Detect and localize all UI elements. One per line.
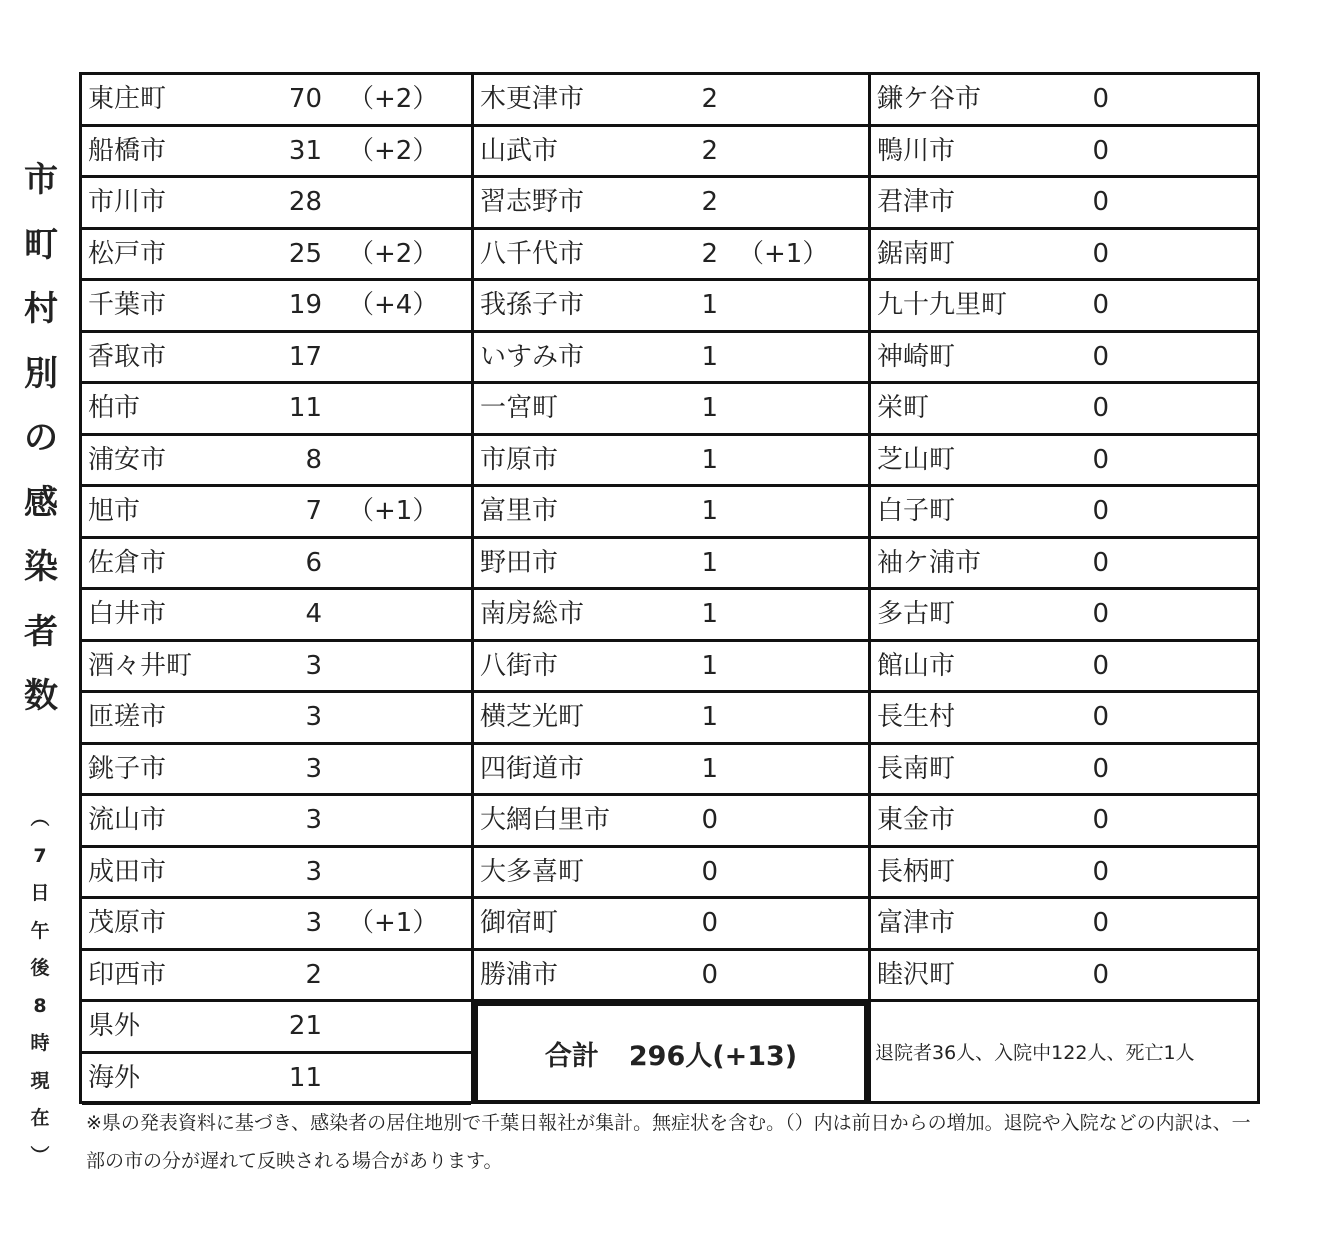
- note-char: 7: [33, 844, 47, 867]
- title-char: 者: [24, 611, 58, 652]
- municipality-name: 山武市: [480, 135, 559, 166]
- note-char: 午: [30, 919, 50, 942]
- title-char: 町: [24, 224, 58, 265]
- vertical-title: [14, 148, 68, 729]
- municipality-name: 東金市: [877, 805, 956, 835]
- case-count: 7: [305, 496, 322, 526]
- case-count: 1: [701, 650, 718, 681]
- municipality-name: 酒々井町: [88, 650, 193, 681]
- case-count: 1: [701, 341, 718, 372]
- case-count: 1: [701, 290, 718, 320]
- case-count: 0: [701, 959, 718, 990]
- municipality-name: 市川市: [88, 187, 167, 217]
- table-row: [82, 539, 471, 591]
- table-row: [871, 281, 1257, 333]
- table-row: [474, 230, 868, 282]
- table-row: [82, 590, 471, 642]
- case-count: 1: [701, 393, 718, 423]
- total-value: 296人(+13): [628, 1040, 798, 1072]
- table-row: [474, 848, 868, 900]
- municipality-name: 袖ケ浦市: [877, 547, 982, 578]
- table-row: [474, 642, 868, 694]
- case-count: 0: [1092, 702, 1109, 732]
- municipality-name: 成田市: [88, 856, 167, 887]
- case-count: 2: [701, 84, 718, 114]
- table-row: [871, 848, 1257, 900]
- table-row: [474, 951, 868, 1003]
- title-char: 別: [24, 353, 58, 394]
- table-row: [871, 384, 1257, 436]
- municipality-name: 柏市: [88, 393, 141, 423]
- note-char: 時: [30, 1032, 50, 1054]
- case-count: 25: [288, 238, 322, 269]
- municipality-name: 南房総市: [480, 599, 585, 629]
- municipality-name: 長柄町: [877, 856, 956, 887]
- title-char: 市: [24, 160, 58, 200]
- total-label: 合計: [544, 1040, 599, 1072]
- municipality-name: 佐倉市: [88, 547, 167, 578]
- municipality-name: 鎌ケ谷市: [877, 84, 982, 114]
- municipality-name: 白子町: [877, 496, 956, 526]
- municipality-name: 九十九里町: [877, 290, 1008, 320]
- note-char: 8: [33, 994, 47, 1017]
- municipality-name: 芝山町: [877, 444, 956, 475]
- note-char: 後: [30, 957, 50, 979]
- case-count: 0: [1092, 908, 1109, 938]
- case-count: 2: [701, 187, 718, 217]
- case-count: 1: [701, 702, 718, 732]
- case-count: 1: [701, 599, 718, 629]
- municipality-name: 鴨川市: [877, 135, 956, 166]
- table-row: [82, 951, 471, 1003]
- note-char: ︵: [30, 807, 50, 829]
- table-row: [82, 384, 471, 436]
- table-row: [474, 178, 868, 230]
- table-row: [474, 796, 868, 848]
- case-count: 2: [701, 238, 718, 269]
- case-count: 3: [305, 702, 322, 732]
- footnote: ※県の発表資料に基づき、感染者の居住地別で千葉日報社が集計。無症状を含む。（）内は前日からの増加。退院や入院などの内訳は、一部の市の分が遅れて反映される場合があります。: [86, 1112, 1251, 1172]
- table-row: [474, 899, 868, 951]
- case-count: 31: [288, 135, 322, 166]
- case-count: 1: [701, 753, 718, 784]
- case-count: 0: [1092, 238, 1109, 269]
- municipality-name: 市原市: [480, 444, 559, 475]
- municipality-name: 大網白里市: [480, 805, 611, 835]
- case-count: 3: [305, 908, 322, 938]
- title-char: 染: [24, 547, 58, 587]
- case-count: 28: [288, 187, 322, 217]
- table-row: [871, 745, 1257, 797]
- case-count: 0: [1092, 599, 1109, 629]
- municipality-name: 八千代市: [480, 238, 585, 269]
- municipality-name: 浦安市: [88, 444, 167, 475]
- municipality-name: 銚子市: [88, 753, 167, 784]
- case-count: 3: [305, 805, 322, 835]
- table-row: [474, 745, 868, 797]
- case-count: 3: [305, 753, 322, 784]
- note-char: 日: [30, 882, 50, 904]
- table-row: [871, 75, 1257, 127]
- case-count: 2: [305, 959, 322, 990]
- table-column-3: [871, 75, 1257, 1101]
- table-row: [474, 436, 868, 488]
- table-row: [474, 539, 868, 591]
- case-count: 0: [701, 805, 718, 835]
- case-count: 0: [1092, 805, 1109, 835]
- table-row: [871, 127, 1257, 179]
- case-count: 0: [701, 908, 718, 938]
- case-count: 1: [701, 496, 718, 526]
- case-count: 0: [1092, 135, 1109, 166]
- table-row: [82, 1002, 471, 1054]
- title-char: 村: [24, 289, 58, 329]
- table-row: [82, 230, 471, 282]
- table-row: [474, 693, 868, 745]
- title-char: 感: [24, 482, 58, 523]
- case-count: 0: [1092, 393, 1109, 423]
- municipality-name: 館山市: [877, 650, 956, 681]
- case-count: 0: [1092, 753, 1109, 784]
- table-row: [871, 951, 1257, 1003]
- table-row: [474, 281, 868, 333]
- note-char: ︶: [30, 1144, 50, 1167]
- table-row: [82, 487, 471, 539]
- table-row: [474, 590, 868, 642]
- case-count: 4: [305, 599, 322, 629]
- case-count: 3: [305, 856, 322, 887]
- title-char: の: [24, 418, 58, 458]
- table-row: [474, 75, 868, 127]
- table-row: [871, 436, 1257, 488]
- table-row: [871, 693, 1257, 745]
- daily-increase: （+2）: [348, 238, 439, 269]
- table-row: [82, 333, 471, 385]
- total-box: [474, 1002, 868, 1104]
- table-row: [82, 693, 471, 745]
- case-count: 0: [1092, 856, 1109, 887]
- daily-increase: （+1）: [348, 908, 439, 938]
- case-count: 0: [1092, 290, 1109, 320]
- municipality-name: 長生村: [877, 702, 956, 732]
- note-char: 現: [30, 1069, 50, 1092]
- municipality-name: 茂原市: [88, 908, 167, 938]
- table-row: [82, 1054, 471, 1106]
- municipality-name: 野田市: [480, 547, 559, 578]
- case-count: 0: [1092, 496, 1109, 526]
- table-column-1: [82, 75, 474, 1101]
- case-count: 2: [701, 135, 718, 166]
- municipality-name: 東庄町: [88, 84, 167, 114]
- municipality-name: 長南町: [877, 753, 956, 784]
- table-row: [474, 333, 868, 385]
- case-count: 0: [1092, 959, 1109, 990]
- case-count: 0: [701, 856, 718, 887]
- daily-increase: （+2）: [348, 84, 439, 114]
- table-row: [871, 178, 1257, 230]
- municipality-name: 我孫子市: [480, 290, 585, 320]
- case-count: 17: [288, 341, 322, 372]
- daily-increase: （+1）: [348, 496, 439, 526]
- table-row: [82, 642, 471, 694]
- table-row: [871, 487, 1257, 539]
- case-count: 8: [305, 444, 322, 475]
- case-count: 11: [288, 1062, 322, 1093]
- municipality-name: 一宮町: [480, 393, 559, 423]
- table-row: [871, 539, 1257, 591]
- case-count: 11: [288, 393, 322, 423]
- case-count: 0: [1092, 84, 1109, 114]
- daily-increase: （+1）: [738, 238, 829, 269]
- municipality-name: 鋸南町: [877, 238, 956, 269]
- title-char: 数: [24, 676, 58, 716]
- municipality-name: 栄町: [877, 393, 930, 423]
- table-row: [82, 796, 471, 848]
- municipality-name: 勝浦市: [480, 959, 559, 990]
- municipality-name: 香取市: [88, 341, 167, 372]
- table-row: [871, 899, 1257, 951]
- municipality-name: 横芝光町: [480, 702, 585, 732]
- infection-table: [79, 72, 1260, 1104]
- municipality-name: 多古町: [877, 599, 956, 629]
- table-row: [871, 590, 1257, 642]
- municipality-name: 四街道市: [480, 753, 585, 784]
- municipality-name: 富里市: [480, 496, 559, 526]
- municipality-name: 千葉市: [88, 290, 167, 320]
- municipality-name: 旭市: [88, 496, 141, 526]
- status-summary: 退院者36人、入院中122人、死亡1人: [875, 1042, 1195, 1064]
- daily-increase: （+4）: [348, 290, 439, 320]
- table-row: [871, 333, 1257, 385]
- table-row: [871, 230, 1257, 282]
- table-row: [82, 178, 471, 230]
- municipality-name: 君津市: [877, 187, 956, 217]
- case-count: 0: [1092, 187, 1109, 217]
- municipality-name: 大多喜町: [480, 856, 585, 887]
- case-count: 6: [305, 547, 322, 578]
- table-row: [871, 796, 1257, 848]
- municipality-name: 御宿町: [480, 908, 559, 938]
- municipality-name: 松戸市: [88, 238, 167, 269]
- municipality-name: 印西市: [88, 959, 167, 990]
- table-row: [82, 899, 471, 951]
- table-row: [82, 848, 471, 900]
- municipality-name: 八街市: [480, 650, 559, 681]
- municipality-name: 船橋市: [88, 135, 167, 166]
- case-count: 1: [701, 444, 718, 475]
- municipality-name: 流山市: [88, 805, 167, 835]
- municipality-name: 海外: [88, 1062, 141, 1093]
- municipality-name: 習志野市: [480, 187, 585, 217]
- municipality-name: 富津市: [877, 908, 956, 938]
- municipality-name: 木更津市: [480, 84, 585, 114]
- table-row: [474, 384, 868, 436]
- municipality-name: 睦沢町: [877, 959, 956, 990]
- table-row: [474, 487, 868, 539]
- table-row: [82, 75, 471, 127]
- note-char: 在: [30, 1107, 50, 1129]
- municipality-name: 白井市: [88, 599, 167, 629]
- municipality-name: 神崎町: [877, 341, 956, 372]
- case-count: 0: [1092, 444, 1109, 475]
- table-row: [871, 642, 1257, 694]
- case-count: 21: [288, 1011, 322, 1041]
- table-row: [82, 436, 471, 488]
- case-count: 3: [305, 650, 322, 681]
- case-count: 0: [1092, 650, 1109, 681]
- table-row: [82, 281, 471, 333]
- case-count: 70: [288, 84, 322, 114]
- case-count: 19: [288, 290, 322, 320]
- case-count: 1: [701, 547, 718, 578]
- case-count: 0: [1092, 547, 1109, 578]
- table-column-2: [474, 75, 871, 1101]
- daily-increase: （+2）: [348, 135, 439, 166]
- municipality-name: いすみ市: [480, 341, 585, 372]
- table-row: [82, 127, 471, 179]
- table-row: [82, 745, 471, 797]
- vertical-date-note: [20, 800, 60, 1175]
- case-count: 0: [1092, 341, 1109, 372]
- municipality-name: 県外: [88, 1011, 141, 1041]
- table-row: [474, 127, 868, 179]
- municipality-name: 匝瑳市: [88, 702, 167, 732]
